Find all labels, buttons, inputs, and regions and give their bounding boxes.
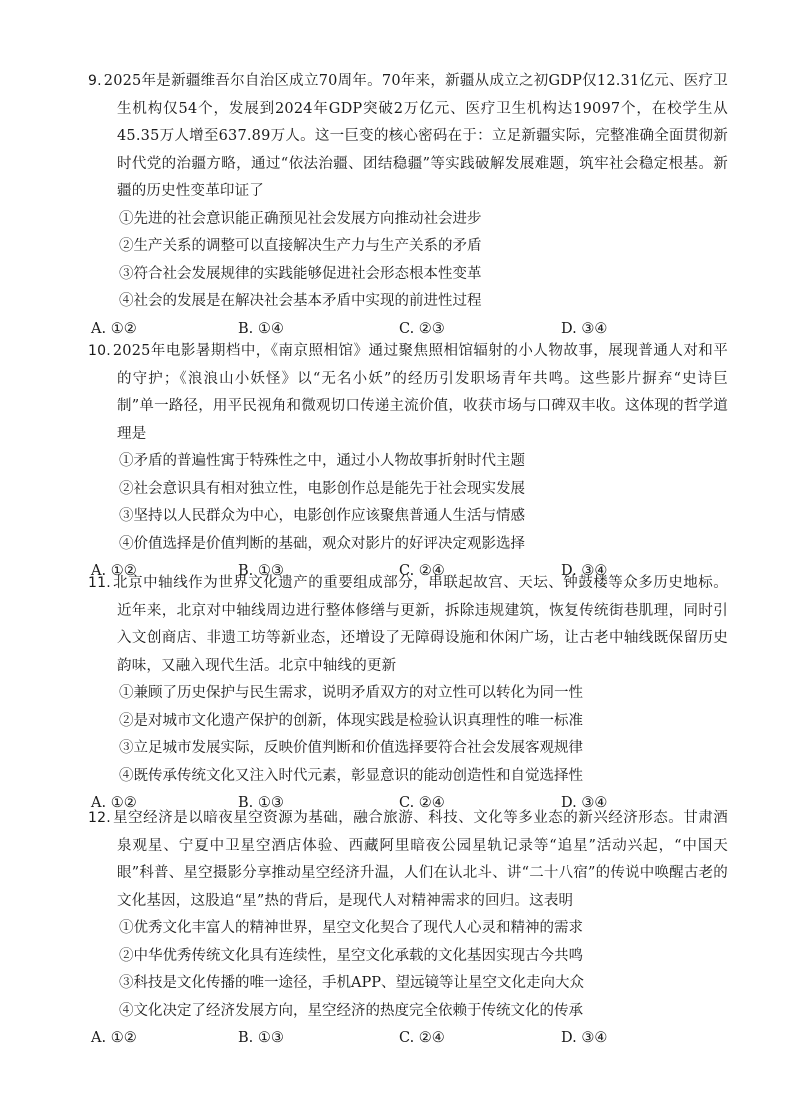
choice-d[interactable]: D. ③④	[561, 563, 608, 579]
choice-d[interactable]: D. ③④	[561, 795, 608, 811]
question-number: 11.	[88, 575, 111, 591]
option-2: ②中华优秀传统文化具有连续性，星空文化承载的文化基因实现古今共鸣	[119, 947, 583, 964]
option-1: ①先进的社会意识能正确预见社会发展方向推动社会进步	[119, 210, 482, 227]
option-4: ④价值选择是价值判断的基础，观众对影片的好评决定观影选择	[119, 535, 525, 552]
question-stem	[88, 68, 728, 206]
option-3: ③科技是文化传播的唯一途径，手机APP、望远镜等让星空文化走向大众	[119, 975, 584, 991]
option-1: ①兼顾了历史保护与民生需求，说明矛盾双方的对立性可以转化为同一性	[119, 685, 583, 701]
option-3: ③符合社会发展规律的实践能够促进社会形态根本性变革	[119, 265, 482, 282]
choice-a[interactable]: A. ①②	[91, 1030, 137, 1046]
choice-a[interactable]: A. ①②	[91, 795, 137, 811]
choice-c[interactable]: C. ②③	[399, 320, 445, 337]
option-2: ②生产关系的调整可以直接解决生产力与生产关系的矛盾	[119, 238, 482, 254]
choice-d[interactable]: D. ③④	[561, 320, 608, 337]
choice-b[interactable]: B. ①③	[238, 795, 284, 811]
option-3: ③立足城市发展实际，反映价值判断和价值选择要符合社会发展客观规律	[119, 740, 583, 756]
option-4: ④社会的发展是在解决社会基本矛盾中实现的前进性过程	[119, 293, 482, 309]
option-4: ④既传承传统文化又注入时代元素，彰显意识的能动创造性和自觉选择性	[119, 767, 583, 784]
choice-a[interactable]: A. ①②	[91, 320, 137, 337]
choice-c[interactable]: C. ②④	[399, 795, 445, 811]
question-number: 10.	[88, 343, 111, 359]
option-2: ②是对城市文化遗产保护的创新，体现实践是检验认识真理性的唯一标准	[119, 712, 583, 729]
question-12	[88, 805, 728, 1053]
question-stem	[88, 805, 728, 915]
choice-c[interactable]: C. ②④	[399, 1030, 445, 1046]
question-stem	[88, 338, 728, 448]
question-text: 北京中轴线作为世界文化遗产的重要组成部分，串联起故宫、天坛、钟鼓楼等众多历史地标。近年来，北京对中轴线周边进行整体修缮与更新，拆除违规建筑，恢复传统街巷肌理，同时引入文创商店、非遗工坊等新业态，还增设了无障碍设施和休闲广场，让古老中轴线既保留历史韵味，又融入现代生活。北京中轴线的更新	[112, 575, 728, 674]
question-number: 9.	[88, 73, 102, 89]
question-number: 12.	[88, 810, 111, 826]
option-4: ④文化决定了经济发展方向，星空经济的热度完全依赖于传统文化的传承	[119, 1002, 583, 1019]
option-1: ①优秀文化丰富人的精神世界，星空文化契合了现代人心灵和精神的需求	[119, 920, 583, 936]
option-3: ③坚持以人民群众为中心，电影创作应该聚焦普通人生活与情感	[119, 508, 525, 524]
choice-b[interactable]: B. ①③	[238, 1030, 284, 1046]
option-2: ②社会意识具有相对独立性，电影创作总是能先于社会现实发展	[119, 480, 525, 497]
choice-c[interactable]: C. ②④	[399, 563, 445, 579]
answer-choices	[88, 1025, 728, 1053]
option-1: ①矛盾的普遍性寓于特殊性之中，通过小人物故事折射时代主题	[119, 453, 525, 469]
question-text: 2025年是新疆维吾尔自治区成立70周年。70年来，新疆从成立之初GDP仅12.31亿元、医疗卫生机构仅54个，发展到2024年GDP突破2万亿元、医疗卫生机构达19097个，在校学生从45.35万人增至637.89万人。这一巨变的核心密码在于：立足新疆实际，完整准确全面贯彻新时代党的治疆方略，通过“依法治疆、团结稳疆”等实践破解发展难题，筑牢社会稳定根基。新疆的历史性变革印证了	[103, 73, 728, 199]
question-9	[88, 68, 728, 343]
question-text: 星空经济是以暗夜星空资源为基础，融合旅游、科技、文化等多业态的新兴经济形态。甘肃酒泉观星、宁夏中卫星空酒店体验、西藏阿里暗夜公园星轨记录等“追星”活动兴起，“中国天眼”科普、星空摄影分享推动星空经济升温，人们在认北斗、讲“二十八宿”的传说中唤醒古老的文化基因，这股追“星”热的背后，是现代人对精神需求的回归。这表明	[112, 810, 728, 909]
choice-b[interactable]: B. ①④	[238, 320, 284, 337]
question-stem	[88, 570, 728, 680]
question-11	[88, 570, 728, 818]
question-10	[88, 338, 728, 586]
choice-a[interactable]: A. ①②	[91, 563, 137, 579]
question-text: 2025年电影暑期档中，《南京照相馆》通过聚焦照相馆辐射的小人物故事，展现普通人对和平的守护；《浪浪山小妖怪》以“无名小妖”的经历引发职场青年共鸣。这些影片摒弃“史诗巨制”单一路径，用平民视角和微观切口传递主流价值，收获市场与口碑双丰收。这体现的哲学道理是	[112, 343, 728, 442]
choice-d[interactable]: D. ③④	[561, 1030, 608, 1046]
choice-b[interactable]: B. ①③	[238, 563, 284, 579]
